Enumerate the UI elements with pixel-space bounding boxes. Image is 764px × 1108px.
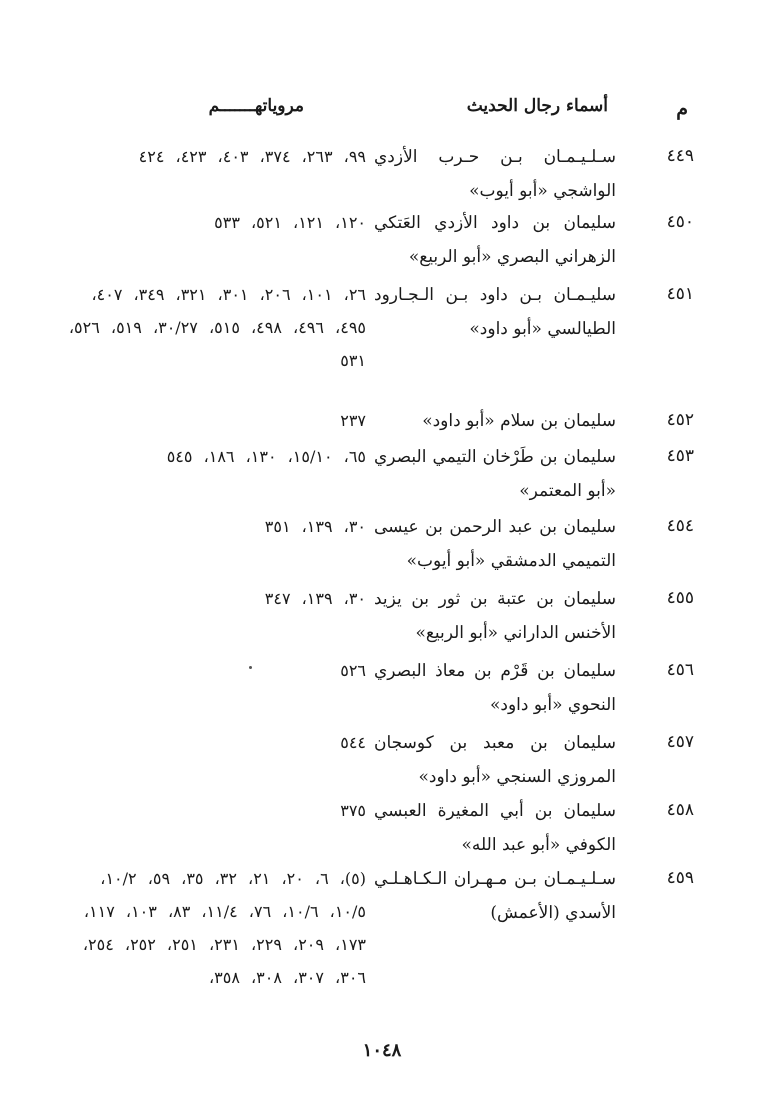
entry-refs: ٢٦، ١٠١، ٢٠٦، ٣٠١، ٣٢١، ٣٤٩، ٤٠٧، ٤٩٥، ٤٩٦، ٤٩٨، ٥١٥، ٣٠/٢٧، ٥١٩، ٥٢٦، ٥٣١ [68,285,366,370]
list-item [0,582,764,654]
list-item [0,654,764,726]
entry-name: سليـمـان بـن داود بـن الـجـارود الطيالسي «أبو داود» [374,285,616,339]
header-number-label: م [676,98,688,120]
page-speck [249,666,252,669]
entry-number: ٤٥٤ [666,516,694,536]
table-header [0,96,764,136]
entries-list [0,140,764,1032]
entry-refs: ٣٧٥ [340,801,366,820]
list-item [0,140,764,206]
page-number: ١٠٤٨ [362,1040,402,1061]
entry-refs: ٦٥، ١٥/١٠، ١٣٠، ١٨٦، ٥٤٥ [166,447,366,466]
list-item [0,510,764,582]
list-item [0,440,764,510]
entry-name: سليمان بن سلام «أبو داود» [422,411,616,431]
list-item [0,794,764,862]
entry-refs: ٥٢٦ [340,661,366,680]
entry-name: سـلـيـمـان بـن حـرب الأزدي الواشجي «أبو أيوب» [374,147,616,201]
entry-number: ٤٤٩ [666,146,694,166]
entry-name: سليمان بن أبي المغيرة العبسي الكوفي «أبو عبد الله» [374,801,616,855]
entry-refs: ٩٩، ٢٦٣، ٣٧٤، ٤٠٣، ٤٢٣، ٤٢٤ [138,147,366,166]
entry-name: سـلـيـمـان بـن مـهـران الـكـاهـلـي الأسدي (الأعمش) [374,869,616,923]
entry-name: سليمان بن معبد بن كوسجان المروزي السنجي «أبو داود» [374,733,616,787]
entry-refs: ١٢٠، ١٢١، ٥٢١، ٥٣٣ [214,213,366,232]
entry-number: ٤٥٢ [666,410,694,430]
entry-refs: ٣٠، ١٣٩، ٣٥١ [264,517,366,536]
entry-refs: ٢٣٧ [340,411,366,430]
entry-number: ٤٥٨ [666,800,694,820]
entry-name: سليمان بن طَرْخان التيمي البصري «أبو المعتمر» [374,447,616,501]
entry-number: ٤٥٠ [666,212,694,232]
entry-number: ٤٥٥ [666,588,694,608]
list-item [0,278,764,404]
entry-refs: ٥٤٤ [340,733,366,752]
entry-refs: (٥)، ٦، ٢٠، ٢١، ٣٢، ٣٥، ٥٩، ١٠/٢، ١٠/٥، ١٠/٦، ٧٦، ١١/٤، ٨٣، ١٠٣، ١١٧، ١٧٣، ٢٠٩، ٢٢٩، ٢٣١، ٢٥١، ٢٥٢، ٢٥٤، ٣٠٦، ٣٠٧، ٣٠٨، ٣٥٨، [82,869,366,987]
entry-refs: ٣٠، ١٣٩، ٣٤٧ [264,589,366,608]
entry-number: ٤٥٩ [666,868,694,888]
list-item [0,862,764,1032]
header-refs-label: مروياتهـــــــم [208,96,304,116]
entry-number: ٤٥١ [666,284,694,304]
list-item [0,404,764,440]
list-item [0,206,764,278]
entry-name: سليمان بن قَرْم بن معاذ البصري النحوي «أبو داود» [374,661,616,715]
list-item [0,726,764,794]
entry-name: سليمان بن عتبة بن ثور بن يزيد الأخنس الداراني «أبو الربيع» [374,589,616,643]
entry-number: ٤٥٣ [666,446,694,466]
entry-number: ٤٥٧ [666,732,694,752]
entry-number: ٤٥٦ [666,660,694,680]
entry-name: سليمان بن داود الأزدي العَتكي الزهراني البصري «أبو الربيع» [374,213,616,267]
header-name-label: أسماء رجال الحديث [466,96,608,116]
entry-name: سليمان بن عبد الرحمن بن عيسى التميمي الدمشقي «أبو أيوب» [374,517,616,571]
